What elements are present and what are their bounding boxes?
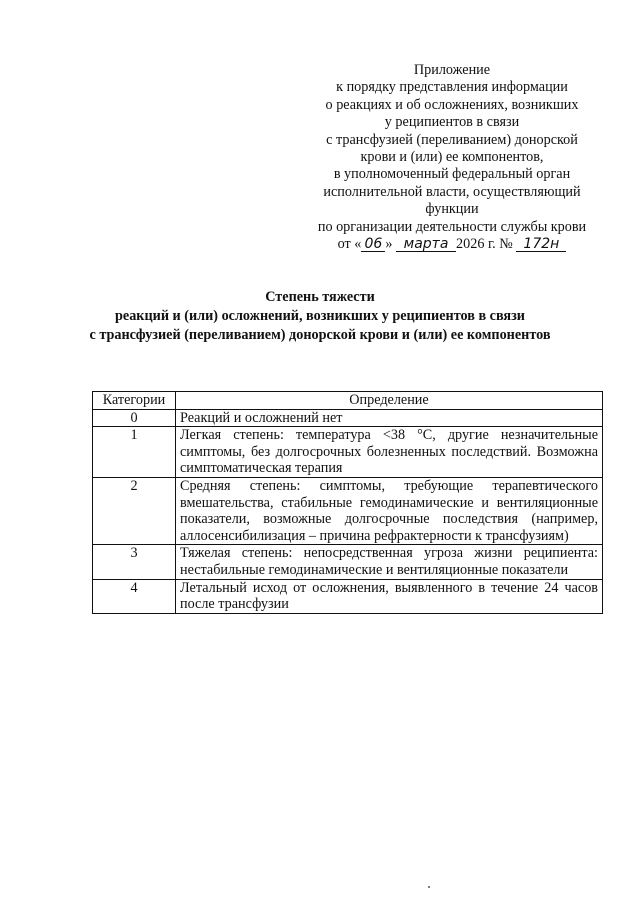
- document-number-field: [516, 237, 566, 252]
- appendix-line: по организации деятельности службы крови: [317, 218, 587, 235]
- table-row: [93, 579, 603, 613]
- date-day: 06: [364, 236, 383, 253]
- category-cell: 4: [93, 579, 176, 613]
- table-header-row: [93, 392, 603, 410]
- definition-cell: Легкая степень: температура <38 °С, другие незначительные симптомы, без долгосрочных болезненных последствий. Возможна симптоматическая терапия: [176, 427, 603, 478]
- definition-cell: Реакций и осложнений нет: [176, 409, 603, 427]
- category-cell: 3: [93, 545, 176, 579]
- date-year: 2026 г. №: [456, 236, 513, 253]
- table-row: [93, 409, 603, 427]
- document-title: [20, 288, 620, 345]
- definition-cell: Летальный исход от осложнения, выявленного в течение 24 часов после трансфузии: [176, 579, 603, 613]
- header-definition: Определение: [176, 392, 603, 410]
- title-line-1: Степень тяжести: [265, 289, 375, 305]
- scan-speck: [428, 886, 430, 888]
- appendix-line: крови и (или) ее компонентов,: [360, 149, 544, 166]
- appendix-line: Приложение: [413, 62, 491, 78]
- appendix-line: к порядку представления информации: [336, 79, 568, 96]
- appendix-line: с трансфузией (переливанием) донорской: [326, 131, 578, 148]
- definition-cell: Тяжелая степень: непосредственная угроза жизни реципиента: нестабильные гемодинамические и вентиляционные показатели: [176, 545, 603, 579]
- date-day-field: [361, 237, 385, 252]
- appendix-line: в уполномоченный федеральный орган: [333, 166, 571, 183]
- date-mid: »: [385, 236, 393, 253]
- category-cell: 2: [93, 477, 176, 544]
- appendix-line: исполнительной власти, осуществляющий: [323, 183, 581, 200]
- title-line-3: с трансфузией (переливанием) донорской крови и (или) ее компонентов: [89, 327, 551, 343]
- definition-cell: Средняя степень: симптомы, требующие терапевтического вмешательства, стабильные гемодинамические и вентиляционные показатели, возможные долгосрочные последствия (например, аллосенсибилизация – причина рефрактерности к трансфузиям): [176, 477, 603, 544]
- title-line-2: реакций и (или) осложнений, возникших у реципиентов в связи: [115, 308, 525, 324]
- category-cell: 1: [93, 427, 176, 478]
- appendix-line: функции: [425, 201, 479, 218]
- date-month: марта: [403, 236, 449, 253]
- category-cell: 0: [93, 409, 176, 427]
- appendix-header: [290, 62, 614, 253]
- date-month-field: [396, 237, 456, 252]
- document-number: 172н: [523, 236, 560, 253]
- document-date-line: [290, 236, 614, 253]
- table-row: [93, 477, 603, 544]
- appendix-line: о реакциях и об осложнениях, возникших: [325, 96, 579, 113]
- severity-table: [92, 391, 603, 614]
- date-prefix: от «: [337, 236, 362, 253]
- appendix-line: у реципиентов в связи: [384, 114, 520, 131]
- header-category: Категории: [93, 392, 176, 410]
- table-row: [93, 427, 603, 478]
- table-row: [93, 545, 603, 579]
